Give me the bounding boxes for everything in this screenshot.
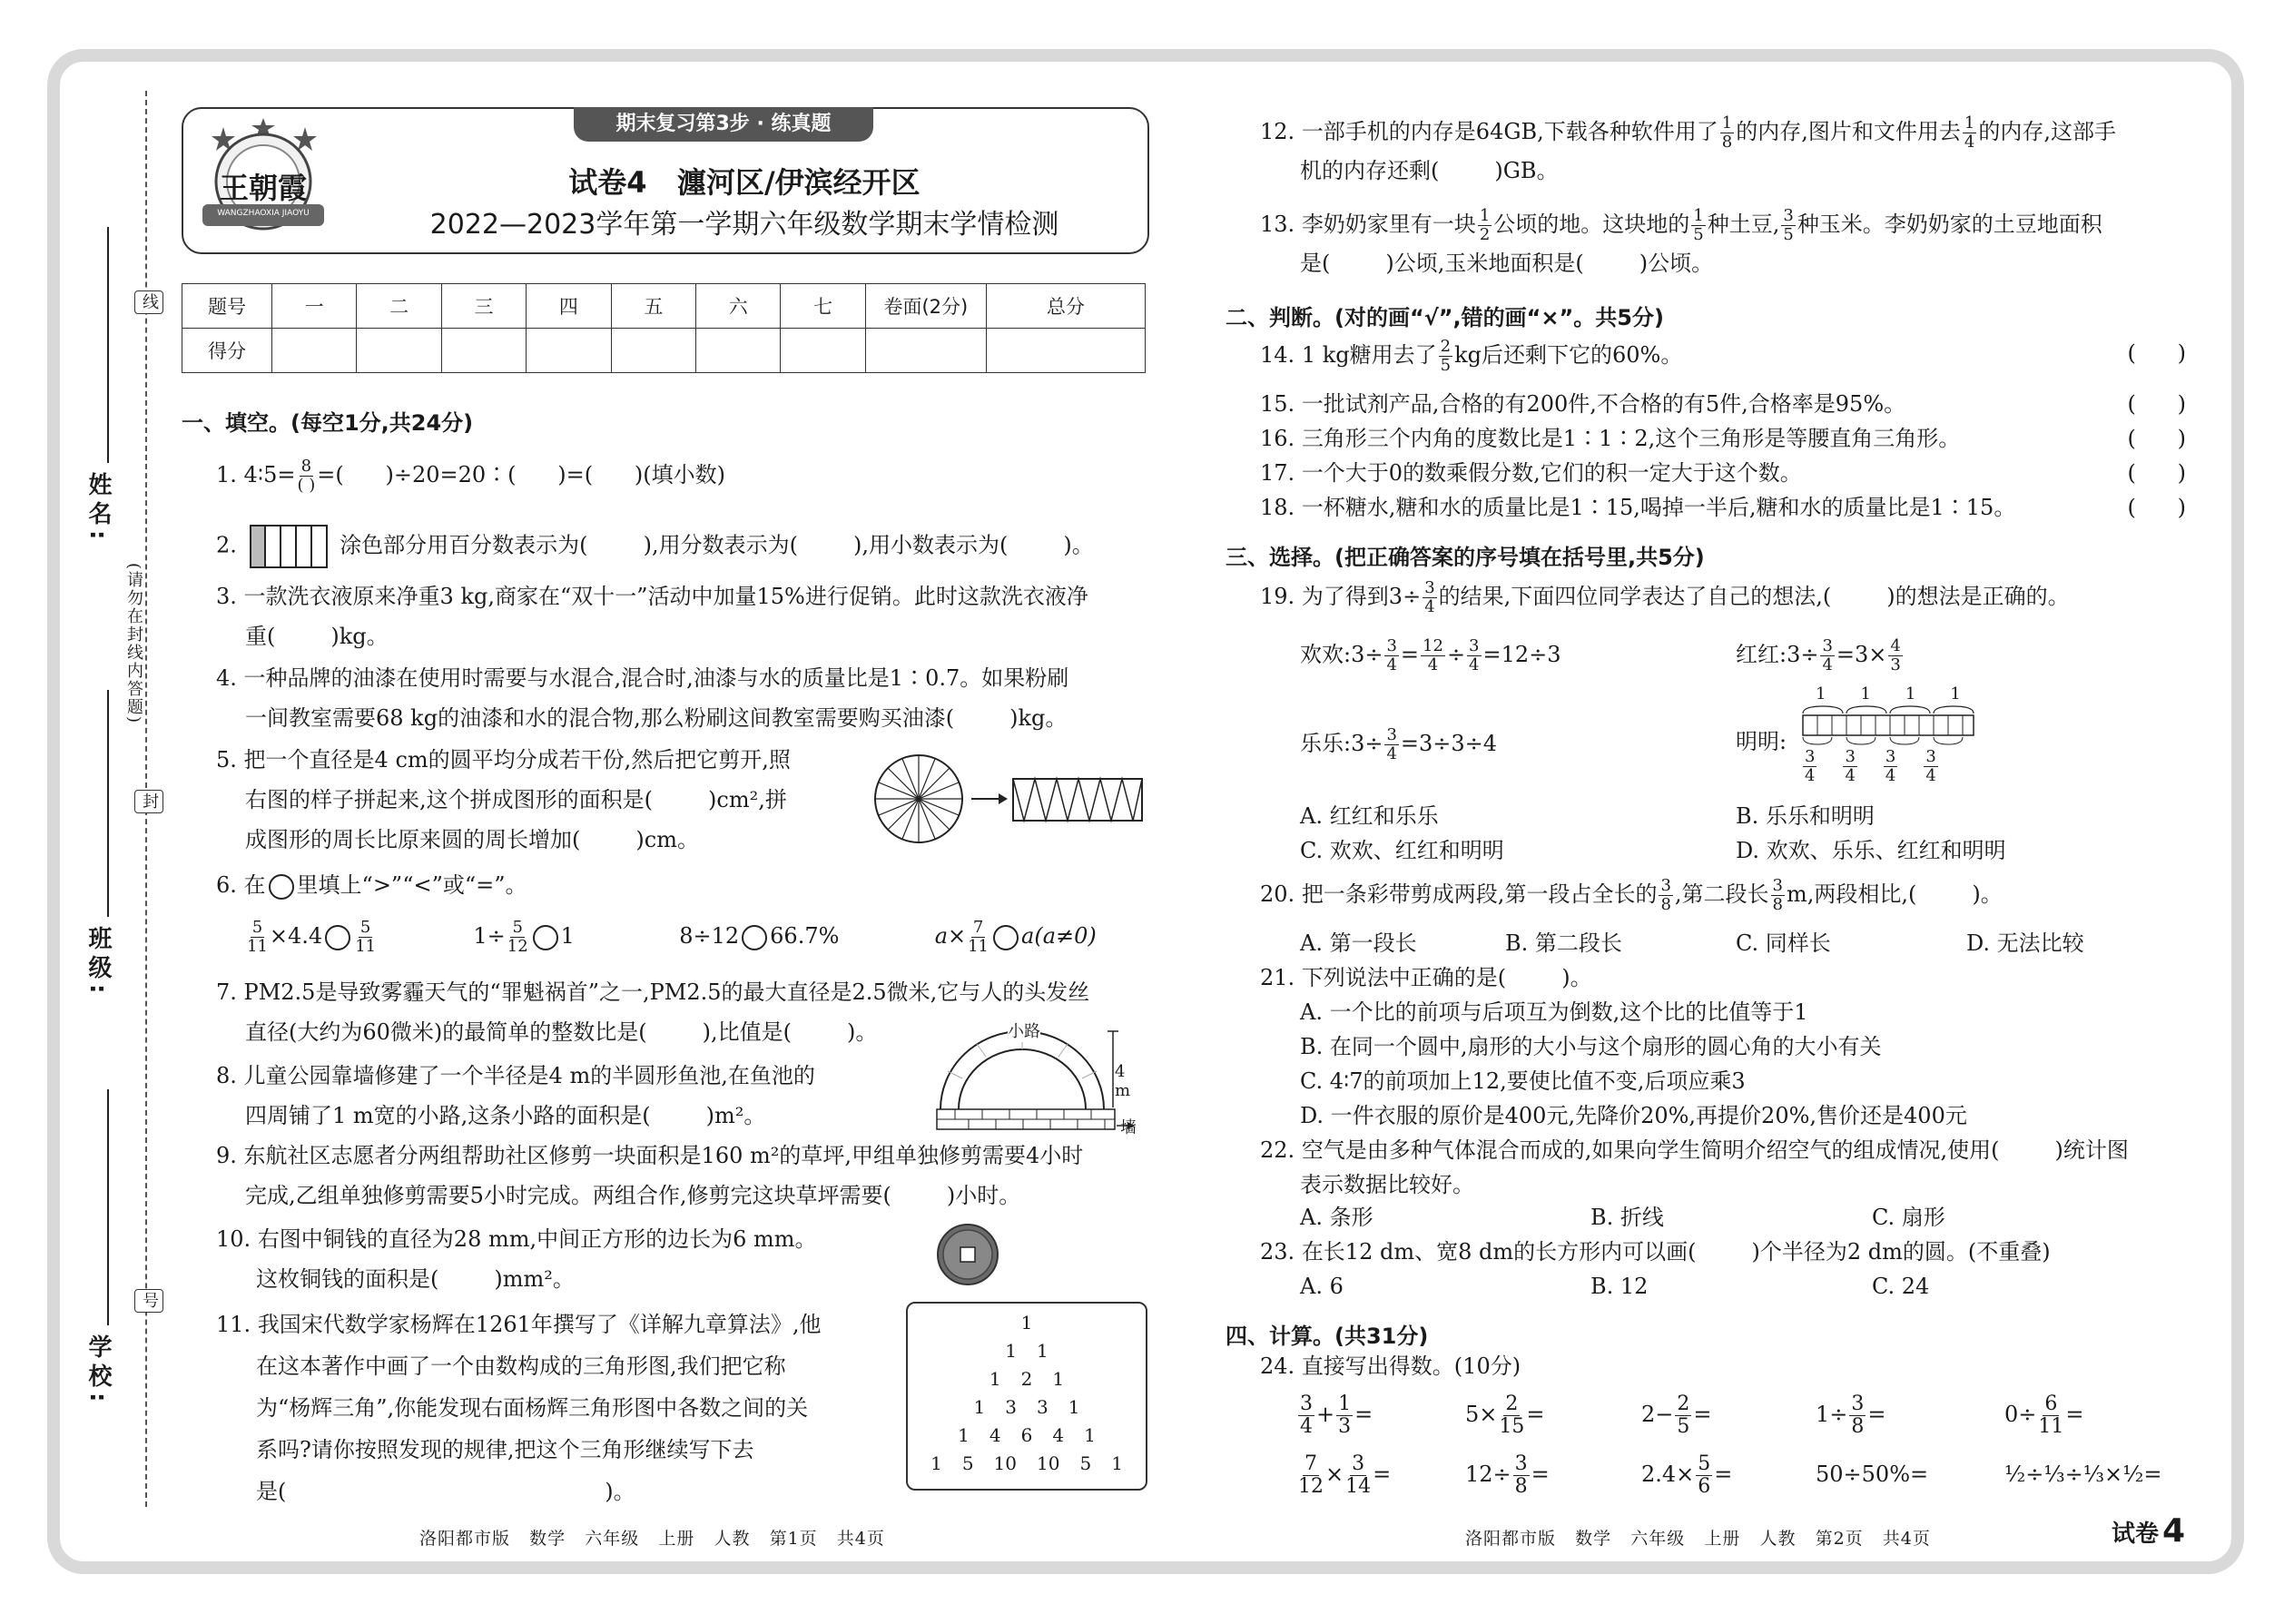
option-mingming: 明明: [1736, 729, 1787, 754]
fraction: $\frac{8}{( )}$ [297, 457, 316, 495]
logo-badge [195, 118, 331, 241]
radius-label: 4 m [1115, 1062, 1144, 1100]
pascal-number: 1 [1084, 1424, 1096, 1446]
question-21: 21. 下列说法中正确的是( )。 [1260, 965, 1592, 990]
exam-title: 试卷4 瀍河区/伊滨经开区 [568, 165, 921, 200]
pascal-number: 4 [1052, 1424, 1065, 1446]
question-19: 19. 为了得到3÷ $\frac{3}{4}$ 的结果,下面四位同学表达了自己的想法,( )的想法是正确的。 [1260, 578, 2070, 616]
copper-coin-figure [935, 1222, 1000, 1287]
score-cell[interactable] [272, 329, 357, 373]
class-label: 班级: [84, 926, 112, 999]
section-2-title: 二、判断。(对的画“√”,错的画“×”。共5分) [1226, 305, 1664, 330]
fraction: $\frac{2}{5}$ [1677, 1393, 1690, 1438]
pascal-number: 1 [1037, 1340, 1049, 1362]
option-lele: 乐乐:3÷ $\frac{3}{4}$ =3÷3÷4 [1300, 725, 1498, 763]
section-3-title: 三、选择。(把正确答案的序号填在括号里,共5分) [1226, 545, 1705, 570]
pascal-row [908, 1365, 1146, 1393]
answer-circle[interactable] [533, 925, 558, 950]
exam-subtitle: 2022—2023学年第一学期六年级数学期末学情检测 [429, 209, 1059, 241]
fraction: $\frac{7}{12}$ [1298, 1452, 1324, 1498]
calc-item: 12÷ $\frac{3}{8}$ = [1465, 1452, 1550, 1498]
q22-choice-C[interactable]: C. 扇形 [1872, 1205, 1945, 1230]
q19-choice-C[interactable]: C. 欢欢、红红和明明 [1300, 838, 1504, 863]
road-label: 小路 [1008, 1019, 1040, 1042]
question-7: 7. PM2.5是导致雾霾天气的“罪魁祸首”之一,PM2.5的最大直径是2.5微米,它与人的头发丝 直径(大约为60微米)的最简单的整数比是( ),比值是( )。 [216, 979, 1090, 1045]
score-header-cell: 三 [441, 284, 526, 329]
pascal-row [908, 1450, 1146, 1478]
question-5: 5. 把一个直径是4 cm的圆平均分成若干份,然后把它剪开,照 右图的样子拼起来,这个拼成图形的面积是( )cm²,拼 成图形的周长比原来圆的周长增加( )cm。 [216, 747, 791, 852]
pascal-number: 1 [930, 1452, 942, 1474]
pascal-triangle-box [906, 1302, 1147, 1491]
score-cell[interactable] [527, 329, 611, 373]
footer-right: 洛阳都市版 数学 六年级 上册 人教 第2页 共4页 [1465, 1529, 1931, 1549]
score-cell[interactable] [781, 329, 865, 373]
pascal-number: 1 [989, 1368, 1001, 1390]
answer-circle[interactable] [325, 925, 350, 950]
name-label: 姓名: [84, 472, 112, 546]
calc-item: 2.4× $\frac{5}{6}$ = [1641, 1452, 1733, 1498]
question-12: 12. 一部手机的内存是64GB,下载各种软件用了 $\frac{1}{8}$ 的内存,图片和文件用去 $\frac{1}{4}$ 的内存,这部手 机的内存还剩( )GB。 [1260, 113, 2116, 183]
score-header-cell: 总分 [986, 284, 1145, 329]
question-16: 16. 三角形三个内角的度数比是1∶1∶2,这个三角形是等腰直角三角形。 ( ) [1260, 423, 2186, 454]
pascal-row [908, 1337, 1146, 1365]
question-23: 23. 在长12 dm、宽8 dm的长方形内可以画( )个半径为2 dm的圆。(不重叠) [1260, 1239, 2051, 1265]
question-3: 3. 一款洗衣液原来净重3 kg,商家在“双十一”活动中加量15%进行促销。此时这款洗衣液净 重( )kg。 [216, 584, 1088, 649]
pascal-number: 10 [993, 1452, 1017, 1474]
calc-item: 0÷ $\frac{6}{11}$ = [2004, 1393, 2084, 1438]
section-1-title: 一、填空。(每空1分,共24分) [182, 410, 474, 436]
mm-bottom-fractions [1801, 748, 1940, 785]
school-field[interactable] [107, 1089, 109, 1325]
q23-choice-C[interactable]: C. 24 [1872, 1274, 1930, 1299]
number-mark: 号 [134, 1289, 163, 1313]
score-header-cell: 题号 [182, 284, 272, 329]
score-header-cell: 一 [272, 284, 357, 329]
pascal-number: 5 [1079, 1452, 1092, 1474]
question-24: 24. 直接写出得数。(10分) [1260, 1353, 1521, 1379]
mm-top-label: 1111 [1816, 684, 1995, 704]
score-cell[interactable] [611, 329, 695, 373]
score-header-cell: 四 [527, 284, 611, 329]
q20-choice-A[interactable]: A. 第一段长 [1300, 930, 1417, 956]
score-row [182, 329, 1146, 373]
score-cell[interactable] [441, 329, 526, 373]
pascal-number: 5 [961, 1452, 974, 1474]
score-header-cell: 五 [611, 284, 695, 329]
question-10: 10. 右图中铜钱的直径为28 mm,中间正方形的边长为6 mm。 这枚铜钱的面积是( )mm²。 [216, 1226, 817, 1292]
calc-item: 50÷50%= [1816, 1462, 1929, 1487]
question-14: 14. 1 kg糖用去了 $\frac{2}{5}$ kg后还剩下它的60%。 ( ) [1260, 337, 2186, 375]
pascal-number: 1 [973, 1396, 986, 1418]
pascal-number: 1 [1020, 1312, 1033, 1334]
question-6: 6. 在 里填上“>”“<”或“=”。 [216, 872, 527, 898]
score-header-cell: 卷面(2分) [865, 284, 986, 329]
footer-left: 洛阳都市版 数学 六年级 上册 人教 第1页 共4页 [419, 1529, 885, 1549]
logo-sub: WANGZHAOXIA JIAOYU [217, 209, 310, 218]
calc-row-1 [1296, 1389, 2186, 1443]
score-table [182, 283, 1146, 373]
logo-text: 王朝霞 [219, 171, 307, 205]
score-row-label: 得分 [182, 329, 272, 373]
fraction: $\frac{3}{4}$ [1300, 1393, 1313, 1438]
q21-choice-D[interactable]: D. 一件衣服的原价是400元,先降价20%,再提价20%,售价还是400元 [1300, 1103, 1967, 1128]
pascal-number: 1 [1111, 1452, 1123, 1474]
q23-choice-A[interactable]: A. 6 [1300, 1274, 1344, 1299]
page-mark: 试卷 4 [2112, 1512, 2186, 1550]
question-8: 8. 儿童公园靠墙修建了一个半径是4 m的半圆形鱼池,在鱼池的 四周铺了1 m宽的小路,这条小路的面积是( )m²。 [216, 1063, 815, 1128]
calc-item: 5× $\frac{2}{15}$ = [1465, 1393, 1545, 1438]
wall-label: 墙 [1120, 1118, 1137, 1137]
pascal-number: 3 [1037, 1396, 1049, 1418]
section-4-title: 四、计算。(共31分) [1226, 1324, 1429, 1349]
q21-choice-C[interactable]: C. 4∶7的前项加上12,要使比值不变,后项应乘3 [1300, 1068, 1746, 1094]
mm-fraction: $\frac{3}{4}$ [1885, 747, 1896, 785]
pascal-number: 1 [1068, 1396, 1080, 1418]
option-honghong: 红红:3÷ $\frac{3}{4}$ =3× $\frac{4}{3}$ [1736, 636, 1901, 674]
fraction: $\frac{3}{8}$ [1851, 1393, 1865, 1438]
question-18: 18. 一杯糖水,糖和水的质量比是1∶15,喝掉一半后,糖和水的质量比是1∶15。 ( ) [1260, 492, 2186, 523]
q19-choice-A[interactable]: A. 红红和乐乐 [1300, 803, 1439, 829]
question-13: 13. 李奶奶家里有一块 $\frac{1}{2}$ 公顷的地。这块地的 $\frac{1}{5}$ 种土豆, $\frac{3}{5}$ 种玉米。李奶奶家的土豆地面积 是( )公顷,玉米地面积是( )公顷。 [1260, 206, 2102, 276]
fraction: $\frac{3}{8}$ [1514, 1452, 1528, 1498]
q19-choice-B[interactable]: B. 乐乐和明明 [1736, 803, 1875, 829]
pascal-number: 10 [1037, 1452, 1060, 1474]
q21-choice-A[interactable]: A. 一个比的前项与后项互为倒数,这个比的比值等于1 [1300, 999, 1808, 1025]
name-field[interactable] [107, 227, 109, 463]
answer-circle[interactable] [742, 925, 767, 950]
q20-choice-C[interactable]: C. 同样长 [1736, 930, 1831, 956]
pascal-row [908, 1422, 1146, 1450]
q20-choice-D[interactable]: D. 无法比较 [1966, 930, 2084, 956]
score-header-cell: 七 [781, 284, 865, 329]
judge-paren[interactable]: ( ) [2127, 340, 2186, 366]
calc-item: 1÷ $\frac{3}{8}$ = [1816, 1393, 1886, 1438]
fraction: $\frac{1}{3}$ [1338, 1393, 1352, 1438]
pascal-number: 2 [1020, 1368, 1033, 1390]
school-label: 学校: [84, 1334, 112, 1408]
mm-fraction: $\frac{3}{4}$ [1845, 747, 1856, 785]
question-4: 4. 一种品牌的油漆在使用时需要与水混合,混合时,油漆与水的质量比是1∶0.7。如果粉刷 一间教室需要68 kg的油漆和水的混合物,那么粉刷这间教室需要购买油漆( )kg。 [216, 665, 1069, 731]
calc-row-2 [1296, 1449, 2186, 1503]
calc-item: $\frac{3}{4}$ + $\frac{1}{3}$ = [1300, 1393, 1373, 1438]
pascal-row [908, 1309, 1146, 1337]
score-header-cell: 六 [696, 284, 781, 329]
calc-item: $\frac{7}{12}$ × $\frac{3}{14}$ = [1298, 1452, 1392, 1498]
banner-text: 期末复习第3步 · 练真题 [615, 113, 832, 135]
question-15: 15. 一批试剂产品,合格的有200件,不合格的有5件,合格率是95%。 ( ) [1260, 389, 2186, 419]
pascal-number: 1 [1052, 1368, 1065, 1390]
pascal-row [908, 1393, 1146, 1422]
question-17: 17. 一个大于0的数乘假分数,它们的积一定大于这个数。 ( ) [1260, 458, 2186, 488]
q23-choice-B[interactable]: B. 12 [1590, 1274, 1649, 1299]
question-2: 2. 涂色部分用百分数表示为( ),用分数表示为( ),用小数表示为( )。 [216, 525, 1094, 568]
score-cell[interactable] [986, 329, 1145, 373]
pascal-number: 1 [958, 1424, 970, 1446]
mm-fraction: $\frac{3}{4}$ [1925, 747, 1936, 785]
score-cell[interactable] [696, 329, 781, 373]
fraction: $\frac{3}{14}$ [1345, 1452, 1372, 1498]
answer-circle[interactable] [993, 925, 1019, 950]
fraction: $\frac{5}{6}$ [1698, 1452, 1711, 1498]
seal-mark: 封 [134, 790, 163, 813]
compare-circle-icon [269, 874, 294, 900]
judge-paren[interactable]: ( ) [2127, 391, 2186, 417]
q22-choice-B[interactable]: B. 折线 [1590, 1205, 1664, 1230]
judge-paren[interactable]: ( ) [2127, 495, 2186, 520]
pascal-number: 6 [1020, 1424, 1033, 1446]
question-6-items: $\frac{5}{11}$ ×4.4 $\frac{5}{11}$ 1÷ $\frac{5}{12}$ 1 8÷12 66.7% a× $\frac{7}{11}$ a(a≠0) [247, 918, 1097, 956]
semicircle-pond-figure [935, 1022, 1144, 1137]
score-cell[interactable] [357, 329, 441, 373]
score-header-cell: 二 [357, 284, 441, 329]
question-20: 20. 把一条彩带剪成两段,第一段占全长的 $\frac{3}{8}$ ,第二段长 $\frac{3}{8}$ m,两段相比,( )。 [1260, 876, 2003, 914]
header-banner [574, 107, 873, 142]
mm-fraction: $\frac{3}{4}$ [1805, 747, 1816, 785]
question-1: 1. 4∶5= $\frac{8}{( )}$ =( )÷20=20∶( )=( )(填小数) [216, 457, 725, 495]
shaded-rectangles-figure [250, 525, 328, 568]
q19-choice-D[interactable]: D. 欢欢、乐乐、红红和明明 [1736, 838, 2006, 863]
judge-paren[interactable]: ( ) [2127, 426, 2186, 451]
fraction: $\frac{6}{11}$ [2038, 1393, 2064, 1438]
question-22: 22. 空气是由多种气体混合而成的,如果向学生简明介绍空气的组成情况,使用( )统计图 表示数据比较好。 [1260, 1137, 2129, 1197]
question-11: 11. 我国宋代数学家杨辉在1261年撰写了《详解九章算法》,他 在这本著作中画了一个由数构成的三角形图,我们把它称 为“杨辉三角”,你能发现右面杨辉三角形图中各数之间的关 系吗?请你按照发现的规律,把这个三角形继续写下去 是( )。 [216, 1312, 822, 1504]
score-cell[interactable] [865, 329, 986, 373]
question-9: 9. 东航社区志愿者分两组帮助社区修剪一块面积是160 m²的草坪,甲组单独修剪需要4小时 完成,乙组单独修剪需要5小时完成。两组合作,修剪完这块草坪需要( )小时。 [216, 1143, 1084, 1208]
pascal-number: 3 [1005, 1396, 1017, 1418]
circle-to-parallelogram-figure [871, 750, 1144, 850]
q22-choice-A[interactable]: A. 条形 [1300, 1205, 1373, 1230]
q20-choice-B[interactable]: B. 第二段长 [1505, 930, 1622, 956]
score-header-row [182, 284, 1146, 329]
line-mark: 线 [134, 290, 163, 314]
judge-paren[interactable]: ( ) [2127, 460, 2186, 486]
option-huanhuan: 欢欢:3÷ $\frac{3}{4}$ = $\frac{12}{4}$ ÷ $\frac{3}{4}$ =12÷3 [1300, 636, 1561, 674]
q21-choice-B[interactable]: B. 在同一个圆中,扇形的大小与这个扇形的圆心角的大小有关 [1300, 1034, 1882, 1059]
calc-item: ½÷⅓÷⅓×½= [2004, 1462, 2162, 1487]
class-field[interactable] [107, 690, 109, 917]
mingming-diagram [1799, 684, 1995, 799]
calc-item: 2− $\frac{2}{5}$ = [1641, 1393, 1712, 1438]
fraction: $\frac{2}{15}$ [1499, 1393, 1525, 1438]
pascal-number: 4 [989, 1424, 1001, 1446]
pascal-number: 1 [1005, 1340, 1017, 1362]
binding-notice: (请勿在封线内答题) [124, 563, 143, 725]
